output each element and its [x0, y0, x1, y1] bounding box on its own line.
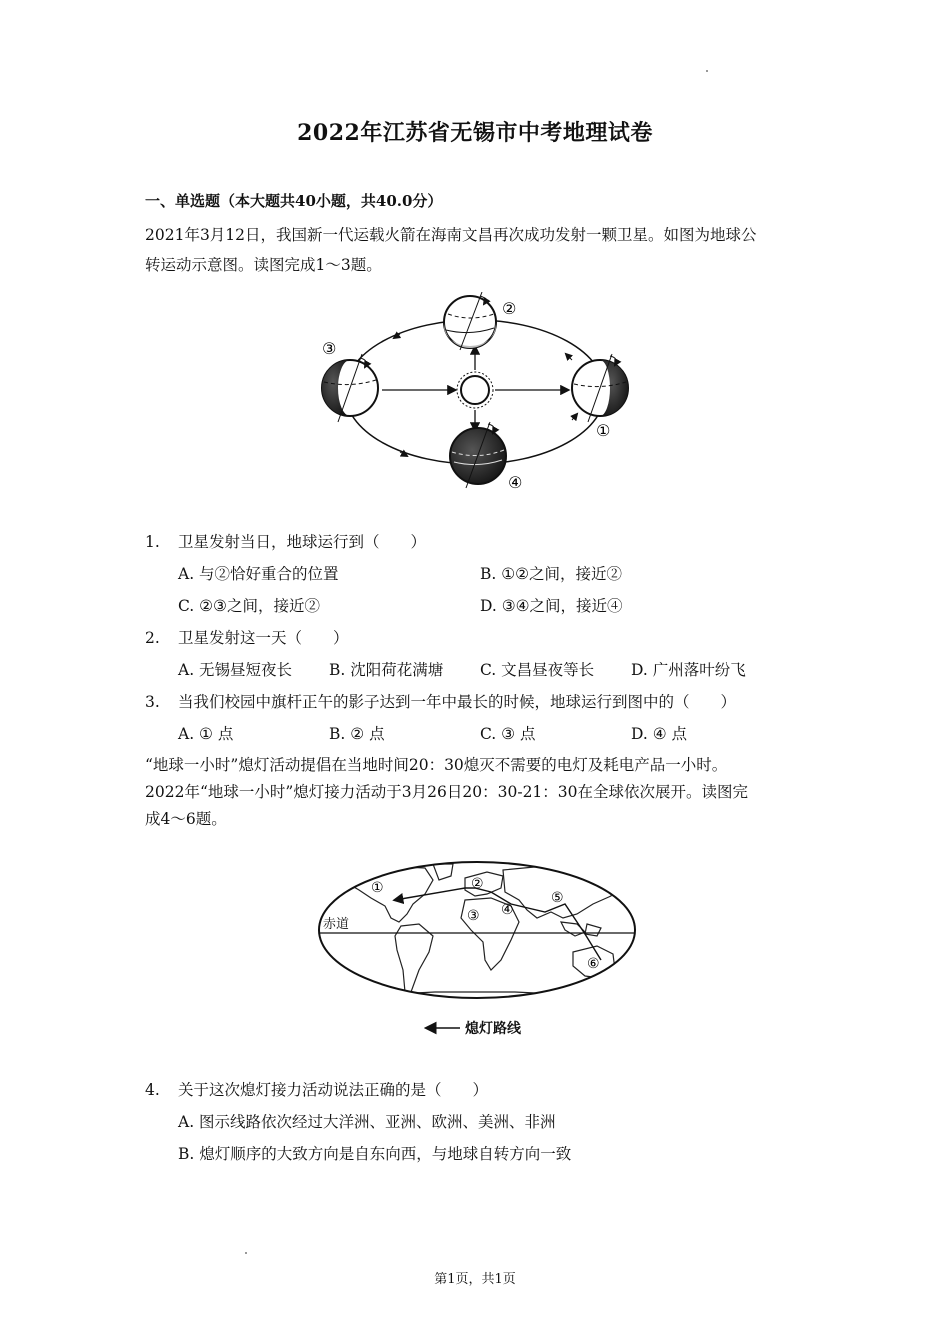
- map-legend: [427, 1020, 522, 1037]
- q1-option-d: D. ③④之间，接近④: [480, 597, 623, 615]
- intro-paragraph-2: [145, 752, 815, 833]
- intro2-line-3: 成4～6题。: [145, 810, 227, 828]
- earth-position-4: [450, 422, 506, 488]
- intro-paragraph-1: [145, 220, 815, 280]
- question-1-stem: 卫星发射当日，地球运行到（ ）: [178, 533, 427, 551]
- q2-option-d: D. 广州落叶纷飞: [631, 661, 746, 679]
- question-4-number: 4.: [145, 1081, 160, 1099]
- page-footer: 第1页，共1页: [434, 1272, 516, 1287]
- intro1-line-1: 2021年3月12日，我国新一代运载火箭在海南文昌再次成功发射一颗卫星。如图为地球公: [145, 226, 757, 244]
- q2-option-c: C. 文昌昼夜等长: [480, 661, 595, 679]
- intro2-line-1: “地球一小时”熄灯活动提倡在当地时间20：30熄灭不需要的电灯及耗电产品一小时。: [145, 756, 728, 774]
- sun-icon: [457, 372, 493, 408]
- world-map-figure: [315, 860, 640, 1045]
- question-3-number: 3.: [145, 693, 160, 711]
- map-marker-2: ②: [471, 876, 484, 892]
- question-2-stem: 卫星发射这一天（ ）: [178, 629, 349, 647]
- figure1-label-2: ②: [502, 299, 517, 318]
- q2-option-b: B. 沈阳荷花满塘: [329, 661, 444, 679]
- map-marker-5: ⑤: [551, 890, 564, 906]
- question-4-stem: 关于这次熄灯接力活动说法正确的是（ ）: [178, 1081, 489, 1099]
- earth-revolution-figure: [310, 292, 640, 492]
- question-3-stem: 当我们校园中旗杆正午的影子达到一年中最长的时候，地球运行到图中的（ ）: [178, 693, 737, 711]
- intro2-line-2: 2022年“地球一小时”熄灯接力活动于3月26日20：30-21：30在全球依次展开。读图完: [145, 783, 749, 801]
- map-marker-3: ③: [467, 908, 480, 924]
- page-title: 2022年江苏省无锡市中考地理试卷: [297, 120, 653, 146]
- question-4: [145, 1078, 488, 1102]
- question-1: [145, 530, 426, 554]
- q1-option-c: C. ②③之间，接近②: [178, 597, 320, 615]
- question-3: [145, 690, 736, 714]
- intro1-line-2: 转运动示意图。读图完成1～3题。: [145, 256, 382, 274]
- figure1-label-3: ③: [322, 339, 337, 358]
- equator-label: 赤道: [323, 917, 350, 932]
- q3-option-d: D. ④ 点: [631, 725, 688, 743]
- q3-option-b: B. ② 点: [329, 725, 385, 743]
- q2-option-a: A. 无锡昼短夜长: [178, 661, 293, 679]
- question-2-number: 2.: [145, 629, 160, 647]
- figure1-label-1: ①: [596, 421, 611, 440]
- q1-option-b: B. ①②之间，接近②: [480, 565, 623, 583]
- q1-option-a: A. 与②恰好重合的位置: [178, 565, 339, 583]
- question-1-number: 1.: [145, 533, 160, 551]
- question-2: [145, 626, 349, 650]
- legend-label: 熄灯路线: [465, 1021, 521, 1037]
- q4-option-a: A. 图示线路依次经过大洋洲、亚洲、欧洲、美洲、非洲: [178, 1113, 556, 1131]
- earth-position-2: [444, 292, 496, 350]
- map-marker-6: ⑥: [587, 956, 600, 972]
- footer-mark: [245, 1252, 247, 1254]
- q3-option-a: A. ① 点: [178, 725, 234, 743]
- q3-option-c: C. ③ 点: [480, 725, 536, 743]
- map-marker-4: ④: [501, 902, 514, 918]
- section-header: 一、单选题（本大题共40小题，共40.0分）: [145, 192, 443, 210]
- figure1-label-4: ④: [508, 473, 523, 492]
- corner-mark: [706, 70, 708, 72]
- earth-position-1: [572, 354, 628, 422]
- south-america-shape: [395, 924, 433, 992]
- map-marker-1: ①: [371, 880, 384, 896]
- earth-position-3: [322, 354, 378, 422]
- q4-option-b: B. 熄灯顺序的大致方向是自东向西，与地球自转方向一致: [178, 1145, 572, 1163]
